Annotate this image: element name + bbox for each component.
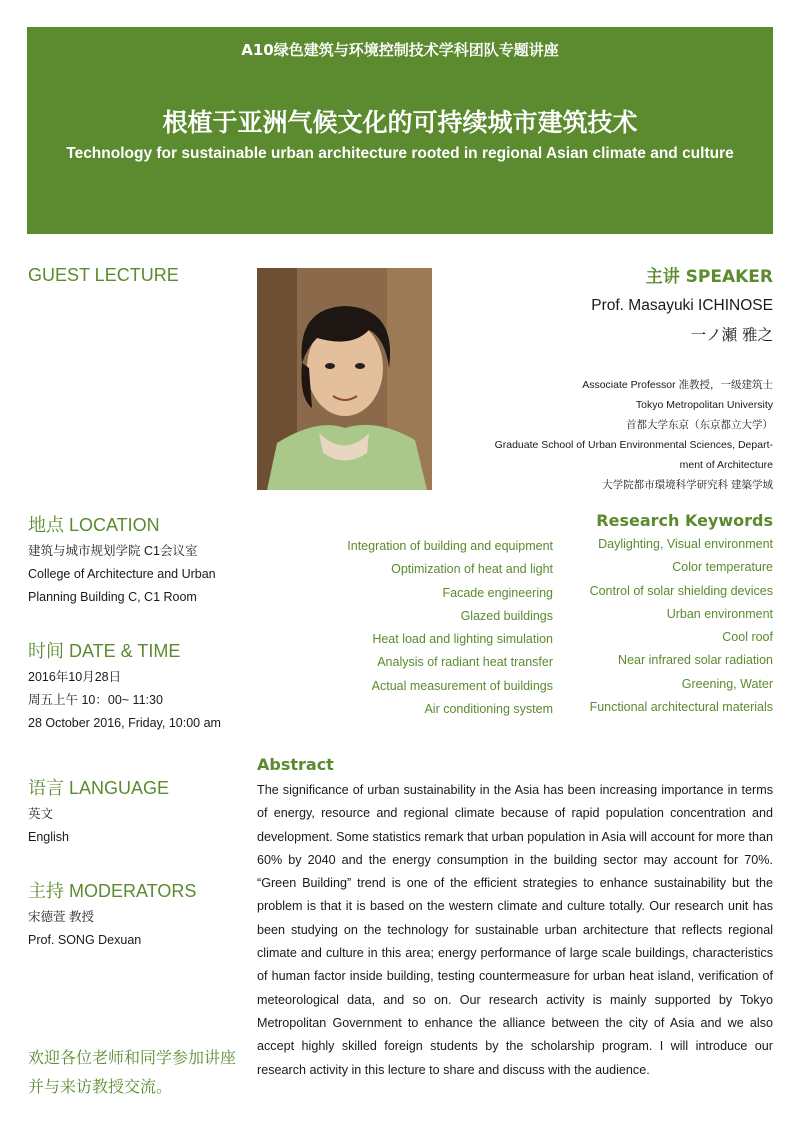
speaker-name-jp: 一ノ瀬 雅之 [690, 326, 773, 344]
keywords-heading: Research Keywords [596, 511, 773, 530]
lecture-series: A10绿色建筑与环境控制技术学科团队专题讲座 [241, 41, 559, 59]
welcome-message: 欢迎各位老师和同学参加讲座并与来访教授交流。 [28, 1048, 237, 1096]
keyword-item: Urban environment [666, 606, 773, 621]
title-english: Technology for sustainable urban architecture rooted in regional Asian climate and culture [66, 145, 734, 162]
keyword-item: Functional architectural materials [589, 700, 773, 715]
keyword-item: Near infrared solar radiation [618, 653, 773, 668]
keyword-item: Air conditioning system [424, 702, 553, 717]
moderator-line: Prof. SONG Dexuan [28, 933, 142, 947]
keyword-item: Facade engineering [442, 585, 553, 600]
datetime-heading: 时间 DATE & TIME [28, 641, 181, 661]
abstract-heading: Abstract [257, 755, 334, 774]
speaker-portrait-icon [257, 268, 432, 490]
abstract-body: The significance of urban sustainability in the Asia has been increasing importance in terms of energy, resource and regional climate because of rapid population concentration and development. Some statistics remark that urban population in Asia will account for more than 60% by 2040 and the energy consumption in the building sector may account for 70%. “Green Building” trend is one of the efficient strategies to enhance sustainability but the problem is that it is based on the western climate and culture totally. Our research unit has been studying on the technology for sustainable urban architecture that reflects regional climate and culture in this area; energy performance of large scale buildings, characteristics of human factor inside building, testing countermeasure for urban heat island, verification of meteorological data, and so on. Our research activity is mainly supported by Tokyo Metropolitan Government to enhance the alliance between the city of Asia and we also accept highly skilled foreign students by the scholarship program. I will introduce our research activity in this lecture to share and discuss with the audience. [257, 783, 773, 1077]
location-line: Planning Building C, C1 Room [28, 590, 197, 604]
speaker-heading: 主讲 SPEAKER [645, 267, 773, 287]
affiliation-line: ment of Architecture [679, 459, 773, 471]
location-line: College of Architecture and Urban [28, 567, 216, 581]
language-line: 英文 [28, 807, 54, 821]
speaker-affiliation [433, 375, 773, 495]
keyword-item: Control of solar shielding devices [589, 583, 773, 598]
datetime-line: 2016年10月28日 [28, 670, 122, 684]
affiliation-line: Tokyo Metropolitan University [635, 399, 773, 411]
title-chinese: 根植于亚洲气候文化的可持续城市建筑技术 [162, 108, 638, 137]
affiliation-line: 首都大学东京（东京都立大学） [626, 419, 773, 431]
header-banner [27, 27, 773, 234]
datetime-line: 28 October 2016, Friday, 10:00 am [28, 716, 221, 730]
keyword-item: Glazed buildings [460, 608, 553, 623]
language-heading: 语言 LANGUAGE [28, 778, 170, 798]
language-line: English [28, 830, 69, 844]
keyword-item: Analysis of radiant heat transfer [377, 655, 553, 670]
speaker-photo [257, 268, 432, 490]
location-heading: 地点 LOCATION [28, 515, 160, 535]
location-line: 建筑与城市规划学院 C1会议室 [28, 544, 198, 558]
keyword-item: Heat load and lighting simulation [372, 632, 553, 647]
affiliation-line: 大学院都市環境科学研究科 建築学域 [602, 479, 773, 491]
keyword-item: Optimization of heat and light [391, 562, 553, 577]
datetime-line: 周五上午 10：00~ 11:30 [28, 693, 163, 707]
moderators-details [28, 906, 141, 952]
keyword-item: Daylighting, Visual environment [598, 537, 773, 551]
moderators-heading: 主持 MODERATORS [28, 881, 197, 901]
language-details [28, 803, 69, 849]
speaker-name-en: Prof. Masayuki ICHINOSE [591, 297, 773, 314]
keyword-item: Greening, Water [681, 676, 773, 691]
keyword-item: Color temperature [672, 560, 773, 575]
moderator-line: 宋德萱 教授 [28, 910, 94, 924]
keyword-item: Actual measurement of buildings [371, 678, 553, 693]
keyword-item: Integration of building and equipment [347, 539, 553, 553]
keywords-right-list [590, 533, 773, 719]
affiliation-line: Graduate School of Urban Environmental Sciences, Depart- [494, 439, 773, 451]
datetime-details [28, 666, 221, 735]
keywords-left-list [347, 535, 553, 721]
guest-lecture-label: GUEST LECTURE [28, 265, 179, 285]
keyword-item: Cool roof [722, 630, 773, 645]
location-details [28, 540, 216, 609]
affiliation-line: Associate Professor 准教授，一级建筑士 [582, 379, 773, 391]
speaker-block [453, 262, 773, 345]
